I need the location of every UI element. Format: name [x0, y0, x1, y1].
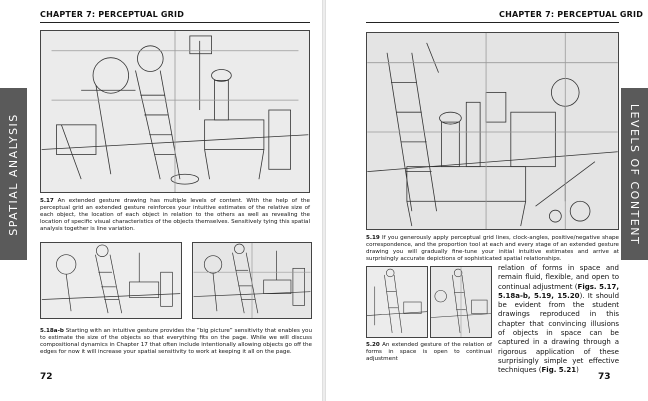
- figure-label: 5.20: [366, 342, 380, 348]
- figure-5-18b-sketch: [192, 242, 312, 319]
- body-text-c: ): [576, 366, 579, 375]
- side-tab: [621, 88, 648, 260]
- caption-text: If you generously apply perceptual grid lines, clock-angles, positive/negative shape correspondence, and the proportion tool at each and every stage of an extended gesture drawing you will gradually fine-tune your initial intuitive estimates and arrive at surprisingly accurate depictions of sophisticated spatial relationships.: [366, 235, 619, 262]
- sketch-drawing: [41, 243, 181, 318]
- sketch-drawing: [431, 267, 491, 337]
- right-page: [326, 0, 648, 401]
- figure-label: 5.17: [40, 198, 54, 204]
- sketch-drawing: [41, 31, 309, 192]
- body-paragraph: [498, 264, 619, 376]
- figure-5-20a-sketch: [366, 266, 428, 338]
- side-tab: [0, 88, 27, 260]
- figure-label: 5.19: [366, 235, 380, 241]
- sketch-drawing: [193, 243, 311, 318]
- caption-text: An extended gesture drawing has multiple levels of content. With the help of the perceptual grid an extended gesture reinforces your intuitive estimates of the relative size of each object, the location of each object in relation to the others as well as revealing the location of specific visual characteristics of the objects themselves. Sensitively tying this spatial analysis together is line variation.: [40, 198, 310, 232]
- figure-5-17-sketch: [40, 30, 310, 193]
- chapter-heading: CHAPTER 7: PERCEPTUAL GRID: [40, 10, 185, 19]
- figure-label: 5.18a-b: [40, 328, 64, 334]
- figure-5-20-caption: [366, 342, 492, 363]
- caption-text: Starting with an intuitive gesture provides the “big picture” sensitivity that enables you to estimate the size of the objects so that everything fits on the page. While we will discuss compositional dynamics in Chapter 17 that often include intentionally allowing objects go off the edges for now it will increase your spatial sensitivity to work at keeping it all on the page.: [40, 328, 312, 355]
- left-page: [0, 0, 322, 401]
- sketch-drawing: [367, 267, 427, 337]
- figure-5-19-caption: [366, 235, 619, 263]
- body-text-b: ). It should be evident from the student drawings reproduced in this chapter that convincing illusions of objects in space can be captured in a drawing through a rigorous application of these surprisingly simple yet effective techniques (: [498, 291, 620, 375]
- body-text-a: relation of forms in space and remain fluid, flexible, and open to continual adjustment (: [498, 264, 619, 291]
- chapter-heading: CHAPTER 7: PERCEPTUAL GRID: [499, 10, 644, 19]
- side-tab-label: SPATIAL ANALYSIS: [7, 112, 21, 236]
- figure-5-20b-sketch: [430, 266, 492, 338]
- figure-5-18a-sketch: [40, 242, 182, 319]
- side-tab-label: LEVELS OF CONTENT: [628, 103, 642, 245]
- heading-rule: [366, 22, 619, 23]
- figure-5-18-caption: [40, 328, 312, 356]
- figure-5-17-caption: [40, 198, 310, 233]
- sketch-drawing: [367, 33, 618, 229]
- caption-text: An extended gesture of the relation of forms in space is open to continual adjustment: [366, 342, 492, 362]
- page-number: 73: [598, 372, 611, 382]
- page-number: 72: [40, 372, 53, 382]
- heading-rule: [40, 22, 310, 23]
- figure-reference: Fig. 5.21: [541, 366, 577, 375]
- figure-5-19-sketch: [366, 32, 619, 230]
- figure-reference: Figs. 5.17, 5.18a-b, 5.19, 15.20: [498, 282, 619, 300]
